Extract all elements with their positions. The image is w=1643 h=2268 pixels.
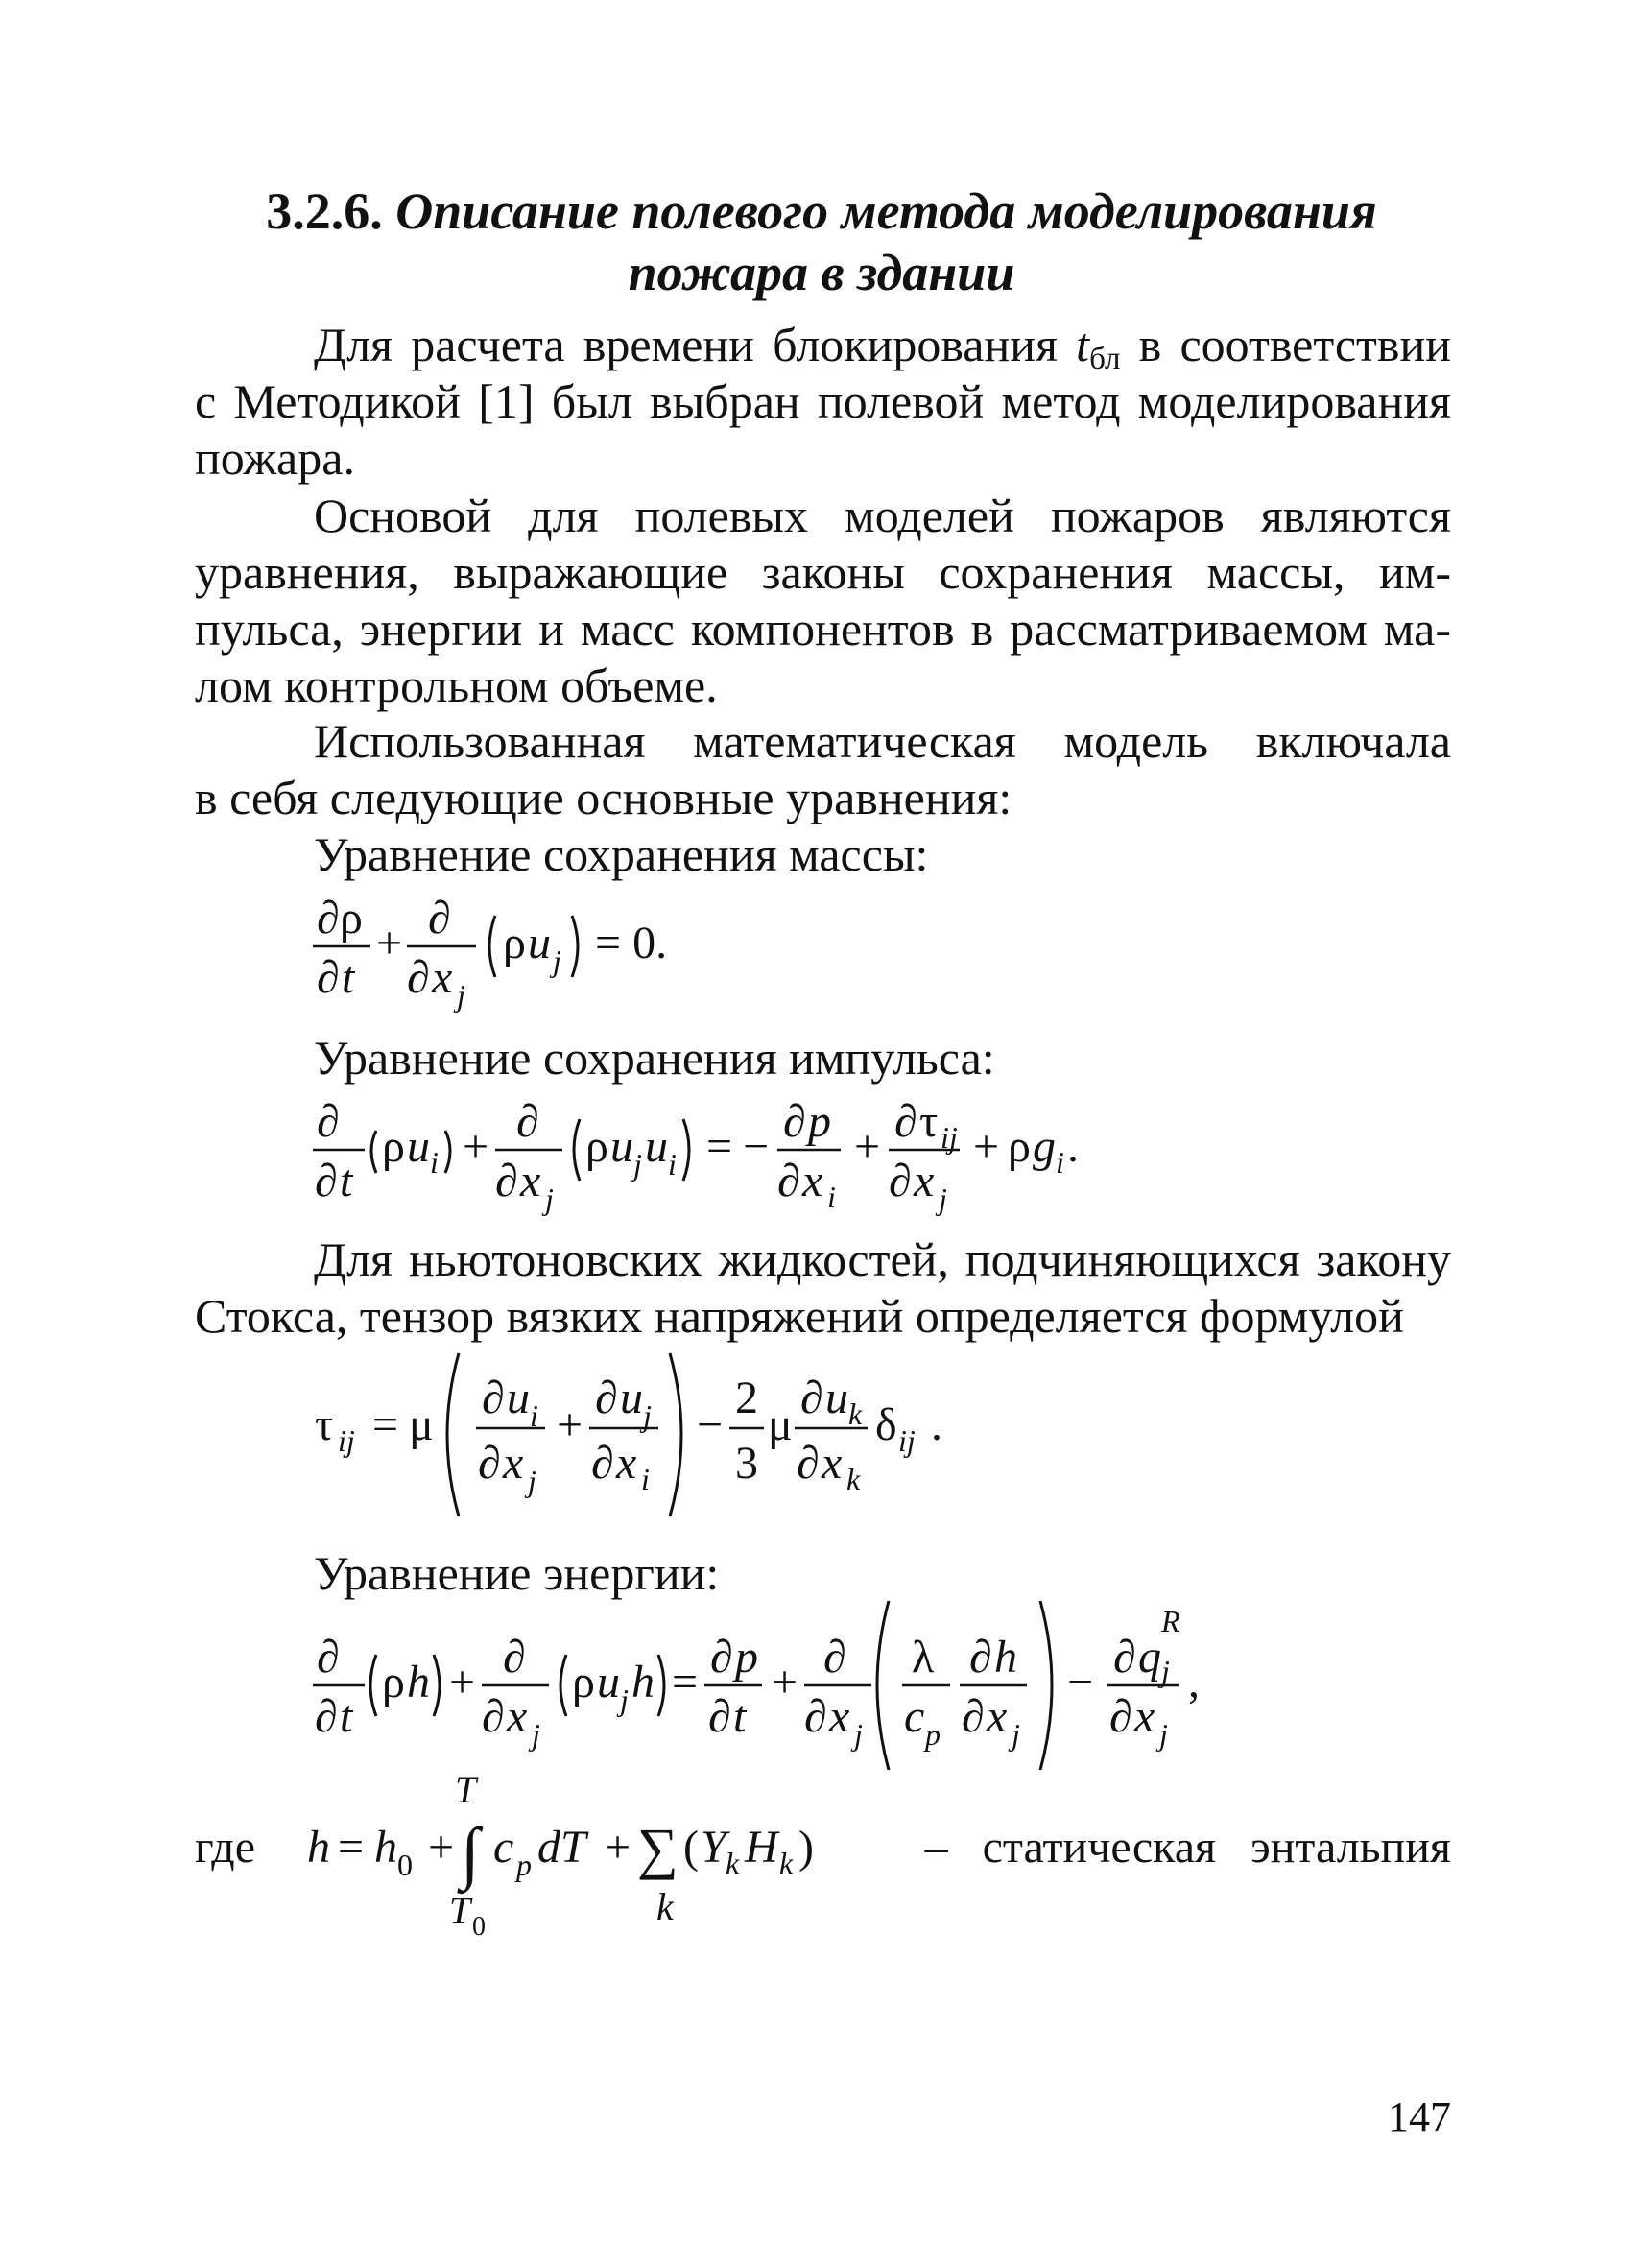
svg-text:h: h — [631, 1657, 655, 1707]
paragraph-line: Основой для полевых моделей пожаров являются — [314, 489, 1451, 542]
svg-text:u: u — [528, 918, 551, 968]
svg-text:∂: ∂ — [495, 1156, 518, 1206]
svg-text:ρ: ρ — [382, 1121, 405, 1172]
svg-text:∂: ∂ — [710, 1632, 733, 1683]
svg-text:t: t — [733, 1691, 747, 1742]
svg-text:ρ: ρ — [503, 918, 526, 968]
svg-text:+: + — [772, 1657, 798, 1707]
svg-text:∂: ∂ — [894, 1096, 917, 1147]
svg-text:u: u — [645, 1121, 668, 1172]
svg-text:∂: ∂ — [969, 1632, 992, 1683]
paragraph-line: Для расчета времени блокирования $t_{бл}$ в соответствии — [314, 318, 1451, 376]
paragraph-method-choice — [195, 317, 1451, 487]
svg-text:i: i — [530, 1398, 538, 1433]
svg-text:∂: ∂ — [503, 1632, 526, 1683]
paragraph-line: лом контрольном объеме. — [195, 658, 718, 712]
paragraph-line: уравнения, выражающие законы сохранения массы, им- — [195, 545, 1451, 599]
svg-text:i: i — [827, 1180, 836, 1214]
svg-text:∂: ∂ — [317, 1096, 340, 1147]
svg-text:∂: ∂ — [1113, 1632, 1136, 1683]
svg-text:T: T — [449, 1889, 471, 1932]
svg-text:+: + — [557, 1399, 583, 1450]
svg-text:x: x — [616, 1438, 637, 1489]
svg-text:∂: ∂ — [797, 1438, 820, 1489]
svg-text:T: T — [455, 1768, 477, 1811]
svg-text:∂: ∂ — [407, 952, 430, 1003]
equation-energy — [307, 1593, 1228, 1776]
svg-text:k: k — [656, 1885, 674, 1928]
paragraph-line: Для ньютоновских жидкостей, подчиняющихся закону — [314, 1232, 1451, 1286]
svg-text:h: h — [307, 1822, 330, 1873]
svg-text:u: u — [620, 1373, 643, 1423]
svg-text:∂: ∂ — [823, 1632, 846, 1683]
svg-text:−: − — [697, 1399, 724, 1450]
svg-text:i: i — [668, 1147, 677, 1182]
svg-text:ρ: ρ — [572, 1657, 595, 1707]
svg-text:i: i — [641, 1462, 650, 1496]
label-mass-equation: Уравнение сохранения массы: — [314, 827, 929, 881]
section-heading — [192, 180, 1451, 242]
svg-text:−: − — [1067, 1657, 1094, 1707]
section-heading-line-2 — [192, 242, 1451, 303]
svg-text:u: u — [825, 1373, 848, 1423]
svg-text:ρ: ρ — [585, 1121, 608, 1172]
svg-text:+: + — [428, 1822, 455, 1873]
paragraph-line: пожара. — [195, 431, 355, 485]
svg-text:– статическая энтальпия: – статическая энтальпия — [924, 1822, 1451, 1873]
svg-text:h: h — [994, 1632, 1017, 1683]
svg-text:t: t — [340, 1691, 353, 1742]
svg-text:ρ: ρ — [382, 1657, 405, 1707]
paragraph-line: пульса, энергии и масс компонентов в рассматриваемом ма- — [195, 602, 1451, 656]
svg-text:∂: ∂ — [800, 1373, 823, 1423]
svg-text:j: j — [1159, 1717, 1168, 1752]
svg-text:j: j — [528, 1464, 536, 1498]
svg-text:δ: δ — [875, 1399, 897, 1450]
svg-text:∂: ∂ — [482, 1691, 505, 1742]
svg-text:∫: ∫ — [461, 1814, 480, 1891]
svg-text:x: x — [822, 1438, 843, 1489]
svg-text:∂: ∂ — [315, 1156, 338, 1206]
svg-text:): ) — [798, 1822, 814, 1873]
svg-text:∂: ∂ — [478, 1438, 501, 1489]
svg-text:j: j — [1012, 1717, 1020, 1752]
svg-text:H: H — [745, 1822, 778, 1873]
svg-text:ρ: ρ — [1008, 1121, 1031, 1172]
svg-text:= 0.: = 0. — [595, 918, 668, 968]
paragraph-line: Использованная математическая модель включала — [314, 714, 1451, 768]
section-title-line-1: Описание полевого метода моделирования — [395, 182, 1377, 240]
svg-text:q: q — [1138, 1632, 1161, 1683]
svg-text:λ: λ — [912, 1632, 935, 1683]
svg-text:p: p — [516, 1848, 532, 1882]
svg-text:h: h — [407, 1657, 430, 1707]
svg-text:∂: ∂ — [777, 1156, 800, 1206]
svg-text:x: x — [914, 1156, 935, 1206]
svg-text:dT: dT — [537, 1822, 586, 1873]
svg-text:=: = — [338, 1822, 365, 1873]
svg-text:p: p — [808, 1096, 831, 1147]
svg-text:τ: τ — [315, 1399, 334, 1450]
svg-text:∂: ∂ — [804, 1691, 827, 1742]
svg-text:∂: ∂ — [595, 1373, 618, 1423]
svg-text:x: x — [829, 1691, 850, 1742]
svg-text:+: + — [605, 1822, 631, 1873]
svg-text:j: j — [457, 978, 465, 1013]
svg-text:∂: ∂ — [889, 1156, 912, 1206]
svg-text:j: j — [1161, 1654, 1170, 1688]
svg-text:j: j — [532, 1717, 540, 1752]
svg-text:=: = — [672, 1657, 699, 1707]
svg-text:+: + — [854, 1121, 881, 1172]
svg-text:+: + — [463, 1121, 489, 1172]
svg-text:∂: ∂ — [317, 893, 340, 943]
svg-text:x: x — [503, 1438, 524, 1489]
svg-text:2: 2 — [735, 1373, 758, 1423]
svg-text:∂: ∂ — [591, 1438, 614, 1489]
svg-text:ρ: ρ — [340, 893, 363, 943]
svg-text:x: x — [507, 1691, 528, 1742]
svg-text:k: k — [848, 1397, 863, 1431]
label-momentum-equation: Уравнение сохранения импульса: — [314, 1031, 995, 1085]
svg-text:c: c — [493, 1822, 514, 1873]
svg-text:=: = — [372, 1399, 399, 1450]
svg-text:.: . — [1067, 1121, 1079, 1172]
svg-text:ij: ij — [898, 1423, 916, 1458]
svg-text:∂: ∂ — [315, 1691, 338, 1742]
svg-text:x: x — [1134, 1691, 1155, 1742]
svg-text:.: . — [931, 1399, 942, 1450]
svg-text:x: x — [432, 952, 453, 1003]
section-title-line-2: пожара в здании — [628, 244, 1015, 301]
svg-text:Y: Y — [701, 1822, 726, 1873]
svg-text:g: g — [1033, 1121, 1056, 1172]
svg-text:c: c — [904, 1691, 925, 1742]
svg-text:τ: τ — [919, 1096, 939, 1147]
svg-text:0: 0 — [397, 1848, 413, 1882]
paragraph-model-basis — [195, 488, 1451, 714]
svg-text:∂: ∂ — [708, 1691, 731, 1742]
svg-text:(: ( — [683, 1822, 699, 1873]
svg-text:μ: μ — [409, 1399, 434, 1450]
svg-text:j: j — [939, 1182, 947, 1216]
svg-text:t: t — [340, 1156, 353, 1206]
svg-text:u: u — [610, 1121, 633, 1172]
svg-text:t: t — [342, 952, 355, 1003]
label-energy-equation: Уравнение энергии: — [314, 1546, 720, 1600]
svg-text:3: 3 — [735, 1438, 758, 1489]
svg-text:u: u — [597, 1657, 620, 1707]
svg-text:R: R — [1161, 1604, 1180, 1638]
svg-text:∂: ∂ — [783, 1096, 806, 1147]
svg-text:u: u — [507, 1373, 530, 1423]
svg-text:∂: ∂ — [317, 952, 340, 1003]
svg-text:где: где — [195, 1822, 256, 1873]
svg-text:ij: ij — [338, 1423, 355, 1458]
svg-text:μ: μ — [768, 1399, 793, 1450]
svg-text:j: j — [643, 1398, 652, 1433]
page-number: 147 — [1388, 2093, 1451, 2140]
svg-text:,: , — [1188, 1657, 1200, 1707]
svg-text:j: j — [553, 943, 561, 978]
svg-text:j: j — [620, 1683, 629, 1717]
svg-text:−: − — [743, 1121, 770, 1172]
svg-text:i: i — [430, 1145, 439, 1180]
equation-viscous-stress — [309, 1344, 1038, 1526]
svg-text:+: + — [449, 1657, 476, 1707]
svg-text:+: + — [973, 1121, 1000, 1172]
svg-text:p: p — [925, 1717, 941, 1752]
paragraph-line: Стокса, тензор вязких напряжений определяется формулой — [195, 1289, 1404, 1343]
paragraph-line: в себя следующие основные уравнения: — [195, 771, 1012, 824]
equation-mass-conservation — [307, 885, 710, 1019]
svg-text:∂: ∂ — [428, 893, 451, 943]
svg-text:i: i — [1056, 1145, 1064, 1180]
paragraph-equations-intro — [195, 713, 1451, 826]
svg-text:h: h — [374, 1822, 397, 1873]
svg-text:∂: ∂ — [962, 1691, 985, 1742]
svg-text:u: u — [407, 1121, 430, 1172]
svg-text:k: k — [779, 1846, 794, 1880]
svg-text:x: x — [802, 1156, 823, 1206]
svg-text:∂: ∂ — [1109, 1691, 1132, 1742]
svg-text:∑: ∑ — [637, 1817, 679, 1880]
svg-text:k: k — [846, 1462, 861, 1496]
svg-text:j: j — [545, 1182, 554, 1216]
svg-text:0: 0 — [472, 1912, 486, 1942]
equation-momentum-conservation — [307, 1088, 1132, 1223]
svg-text:∂: ∂ — [516, 1096, 539, 1147]
paragraph-stokes-law — [195, 1231, 1451, 1345]
svg-text:x: x — [520, 1156, 541, 1206]
svg-text:=: = — [706, 1121, 733, 1172]
svg-text:x: x — [987, 1691, 1008, 1742]
svg-text:∂: ∂ — [317, 1632, 340, 1683]
svg-text:j: j — [854, 1717, 863, 1752]
svg-text:j: j — [633, 1147, 642, 1182]
svg-text:p: p — [735, 1632, 758, 1683]
svg-text:ij: ij — [941, 1120, 958, 1155]
svg-text:k: k — [726, 1846, 740, 1880]
svg-text:∂: ∂ — [482, 1373, 505, 1423]
svg-text:+: + — [376, 918, 403, 968]
section-number: 3.2.6. — [266, 182, 383, 240]
enthalpy-definition — [192, 1766, 1451, 1958]
paragraph-line: с Методикой [1] был выбран полевой метод моделирования — [195, 374, 1451, 428]
